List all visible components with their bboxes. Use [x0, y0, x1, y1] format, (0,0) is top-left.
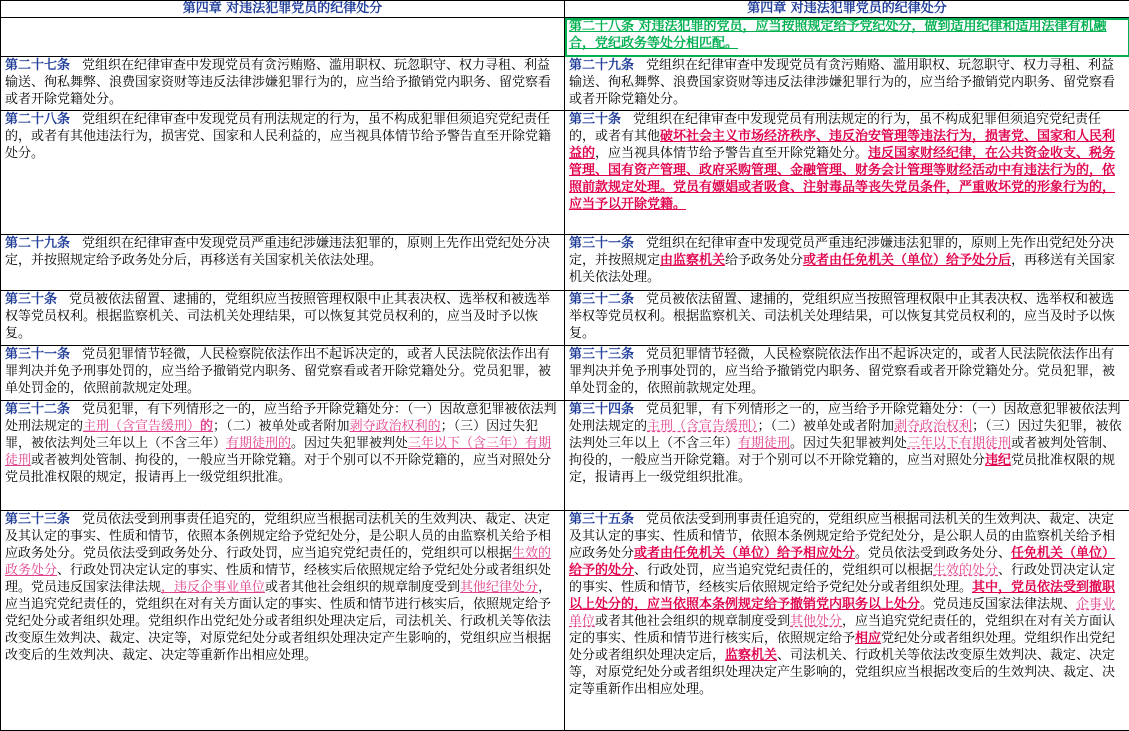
removed-text: 有期徒刑的 [226, 436, 291, 451]
article-text: ，应当追究党纪责任的，党组织在对有关方面认定的事实、性质和情节进行核实后，依照规定给予 [569, 614, 1115, 646]
article-text: ，再移送有关国家机关依法处理。 [569, 253, 1115, 285]
new-article-cell[interactable] [565, 235, 1129, 291]
article-text: 、司法机关、行政机关等依法改变原生效判决、裁定、决定等，对原党纪处分或者组织处理决定产生影响的，党组织应当根据改变后的生效判决、裁定、决定等重新作出相应处理。 [569, 648, 1115, 697]
article-text: ，应当视具体情节给予警告直至开除党籍处分。 [595, 146, 868, 161]
article-text: 、行政处罚决定认定的事实、性质和情节，经核实后依照规定给予党纪处分或者组织处理。 [569, 563, 1115, 595]
article-text: 党员被依法留置、逮捕的，党组织应当按照管理权限中止其表决权、选举权和被选举权等党员权利。根据监察机关、司法机关处理结果，可以恢复其党员权利的，应当及时予以恢复。 [5, 292, 550, 341]
changed-text: 或者由任免机关（单位）给予处分后 [803, 253, 1011, 268]
changed-text: 其中，党员依法受到撤职以上处分的，应当依照本条例规定给予撤销党内职务以上处分 [569, 580, 1115, 612]
old-article-cell[interactable] [1, 111, 565, 235]
article-text: 或者被判处管制、拘役的，一般应当开除党籍。对于个别可以不开除党籍的，应当对照处分党员批准权限的规定，报请再上一级党组织批准。 [5, 453, 551, 485]
header-right: 第四章 对违法犯罪党员的纪律处分 [565, 1, 1129, 18]
added-text: 第二十八条 对违法犯罪的党员，应当按照规定给予党纪处分，做到适用纪律和适用法律有机融合，党纪政务等处分相匹配。 [569, 19, 1107, 51]
article-number: 第三十五条 [569, 512, 634, 527]
changed-term: 主刑（含宣告缓刑） [647, 419, 758, 434]
article-number: 第二十九条 [569, 58, 634, 73]
article-number: 第二十七条 [5, 58, 70, 73]
table-header-row [1, 1, 1129, 18]
article-text: 给予政务处分 [725, 253, 803, 268]
table-row [1, 111, 1129, 235]
changed-text: 违反国家财经纪律，在公共资金收支、税务管理、国有资产管理、政府采购管理、金融管理、财务会计管理等财经活动中有违法行为的，依照前款规定处理。党员有嫖娼或者吸食、注射毒品等丧失党员条件，严重败坏党的形象行为的，应当予以开除党籍。 [569, 146, 1115, 212]
new-article-cell[interactable] [565, 291, 1129, 346]
changed-text: 违纪 [985, 453, 1011, 468]
old-article-cell[interactable] [1, 401, 565, 511]
table-row [1, 291, 1129, 346]
article-text: 。党员依法受到政务处分、 [855, 546, 1011, 561]
article-number: 第三十三条 [569, 347, 634, 362]
changed-text: 相应 [855, 631, 881, 646]
changed-term: 剥夺政治权利 [894, 419, 972, 434]
new-article-cell[interactable] [565, 401, 1129, 511]
article-text: 党组织在纪律审查中发现党员严重违纪涉嫌违法犯罪的，原则上先作出党纪处分决定，并按照规定 [569, 236, 1114, 268]
article-text: 。因过失犯罪被判处 [790, 436, 907, 451]
article-text: 。因过失犯罪被判处 [291, 436, 408, 451]
new-article-cell[interactable] [565, 18, 1129, 57]
article-number: 第三十条 [5, 292, 57, 307]
article-text: ，应当追究党纪责任的，党组织在对有关方面认定的事实、性质和情节进行核实后，依照规定给予党纪处分或者组织处理。党组织作出党纪处分或者组织处理决定后，司法机关、行政机关等依法改变原生效判决、裁定、决定等，对原党纪处分或者组织处理决定产生影响的，党组织应当根据改变后的生效判决、裁定、决定等重新作出相应处理。 [5, 580, 551, 663]
article-number: 第三十一条 [569, 236, 634, 251]
changed-text: 监察机关 [725, 648, 777, 663]
new-article-cell[interactable] [565, 346, 1129, 401]
article-text: 党员依法受到刑事责任追究的，党组织应当根据司法机关的生效判决、裁定、决定及其认定的事实、性质和情节，依照本条例规定给予党纪处分，是公职人员的由监察机关给予相应政务处分。党员依法受到政务处分、行政处罚，应当追究党纪责任的，党组织可以根据 [5, 512, 551, 561]
article-text: 党员依法受到刑事责任追究的，党组织应当根据司法机关的生效判决、裁定、决定及其认定的事实、性质和情节，依照本条例规定给予党纪处分，是公职人员的由监察机关给予相应政务处分 [569, 512, 1115, 561]
article-number: 第二十八条 [5, 112, 70, 127]
old-article-cell[interactable] [1, 235, 565, 291]
new-article-cell[interactable] [565, 511, 1129, 731]
old-article-cell[interactable] [1, 291, 565, 346]
article-number: 第三十三条 [5, 512, 70, 527]
article-text: 、行政处罚，应当追究党纪责任的，党组织可以根据 [634, 563, 933, 578]
article-text: 党组织在纪律审查中发现党员严重违纪涉嫌违法犯罪的，原则上先作出党纪处分决定，并按照规定给予政务处分后，再移送有关国家机关依法处理。 [5, 236, 550, 268]
table-row [1, 511, 1129, 731]
article-text: 党组织在纪律审查中发现党员有贪污贿赂、滥用职权、玩忽职守、权力寻租、利益输送、徇私舞弊、浪费国家资财等违反法律涉嫌犯罪行为的，应当给予撤销党内职务、留党察看或者开除党籍处分。 [5, 58, 551, 107]
article-text: 党员批准权限的规定，报请再上一级党组织批准。 [569, 453, 1115, 485]
new-article-cell[interactable] [565, 57, 1129, 111]
article-text: 党组织在纪律审查中发现党员有贪污贿赂、滥用职权、玩忽职守、权力寻租、利益输送、徇私舞弊、浪费国家资财等违反法律涉嫌犯罪行为的，应当给予撤销党内职务、留党察看或者开除党籍处分。 [569, 58, 1115, 107]
article-number: 第三十四条 [569, 402, 634, 417]
changed-text: 任免机关（单位）给予的处分 [569, 546, 1115, 578]
article-text: 。党员违反国家法律法规、 [920, 597, 1076, 612]
article-text: 或者被判处管制、拘役的，一般应当开除党籍。对于个别可以不开除党籍的，应当对照处分 [569, 436, 1115, 468]
changed-text: 或者由任免机关（单位）给予相应处分 [634, 546, 855, 561]
old-article-cell[interactable] [1, 18, 565, 57]
article-text: 党员犯罪，有下列情形之一的，应当给予开除党籍处分：（一）因故意犯罪被依法判处刑法规定的 [569, 402, 1121, 434]
removed-text: 主刑（含宣告缓刑） [83, 419, 200, 434]
article-text: 党员被依法留置、逮捕的，党组织应当按照管理权限中止其表决权、选举权和被选举权等党员权利。根据监察机关、司法机关处理结果，可以恢复其党员权利的，应当及时予以恢复。 [569, 292, 1115, 341]
removed-text: 三年以下（含三年）有期徒刑 [5, 436, 551, 468]
article-number: 第三十二条 [5, 402, 70, 417]
article-text: 党员犯罪情节轻微，人民检察院依法作出不起诉决定的，或者人民法院依法作出有罪判决并免予刑事处罚的，应当给予撤销党内职务、留党察看或者开除党籍处分。党员犯罪，被单处罚金的，依照前款规定处理。 [569, 347, 1115, 396]
article-text: 党组织在纪律审查中发现党员有刑法规定的行为，虽不构成犯罪但须追究党纪责任的，或者有其他违法行为，损害党、国家和人民利益的，应当视具体情节给予警告直至开除党籍处分。 [5, 112, 551, 161]
article-text: ；（二）被单处或者附加 [213, 419, 350, 434]
old-article-cell[interactable] [1, 511, 565, 731]
changed-text: 由监察机关 [660, 253, 725, 268]
article-number: 第三十条 [569, 112, 621, 127]
article-number: 第三十一条 [5, 347, 70, 362]
old-article-cell[interactable] [1, 57, 565, 111]
article-text: 、行政处罚决定认定的事实、性质和情节，经核实后依照规定给予党纪处分或者组织处理。党员违反国家法律法规 [5, 563, 551, 595]
changed-term: 企事业单位 [569, 597, 1115, 629]
article-text: 党组织在纪律审查中发现党员有刑法规定的行为，虽不构成犯罪但须追究党纪责任的，或者有其他 [569, 112, 1101, 144]
removed-text: 剥夺政治权利的 [350, 419, 441, 434]
new-article-cell[interactable] [565, 111, 1129, 235]
removed-text: 生效的政务处分 [5, 546, 551, 578]
article-number: 第三十二条 [569, 292, 634, 307]
removed-text: 其他纪律处分 [460, 580, 538, 595]
article-text: 或者其他社会组织的规章制度受到 [595, 614, 790, 629]
article-text: ；（三）因过失犯罪，被依法判处三年以上（不含三年） [5, 419, 538, 451]
changed-term: 生效的处分 [933, 563, 998, 578]
old-article-cell[interactable] [1, 346, 565, 401]
article-text: ；（三）因过失犯罪，被依法判处三年以上（不含三年） [569, 419, 1122, 451]
article-text: ；（二）被单处或者附加 [758, 419, 895, 434]
changed-term: 三年以下有期徒刑 [907, 436, 1011, 451]
removed-text: 有期徒刑 [738, 436, 790, 451]
removed-text: 的 [200, 419, 213, 434]
article-text: 或者其他社会组织的规章制度受到 [265, 580, 460, 595]
article-text: 党员犯罪，有下列情形之一的，应当给予开除党籍处分：（一）因故意犯罪被依法判处刑法规定的 [5, 402, 557, 434]
table-row [1, 18, 1129, 57]
article-text: 党员犯罪情节轻微，人民检察院依法作出不起诉决定的，或者人民法院依法作出有罪判决并免予刑事处罚的，应当给予撤销党内职务、留党察看或者开除党籍处分。党员犯罪，被单处罚金的，依照前款规定处理。 [5, 347, 551, 396]
table-row [1, 401, 1129, 511]
table-row [1, 346, 1129, 401]
article-text: 党纪处分或者组织处理。党组织作出党纪处分或者组织处理决定后， [569, 631, 1115, 663]
table-row [1, 57, 1129, 111]
removed-text: ，违反企事业单位 [161, 580, 265, 595]
table-row [1, 235, 1129, 291]
changed-text: 破坏社会主义市场经济秩序、违反治安管理等违法行为，损害党、国家和人民利益的 [569, 129, 1115, 161]
changed-term: 其他处分 [790, 614, 842, 629]
header-left: 第四章 对违法犯罪党员的纪律处分 [1, 1, 565, 18]
article-number: 第二十九条 [5, 236, 70, 251]
